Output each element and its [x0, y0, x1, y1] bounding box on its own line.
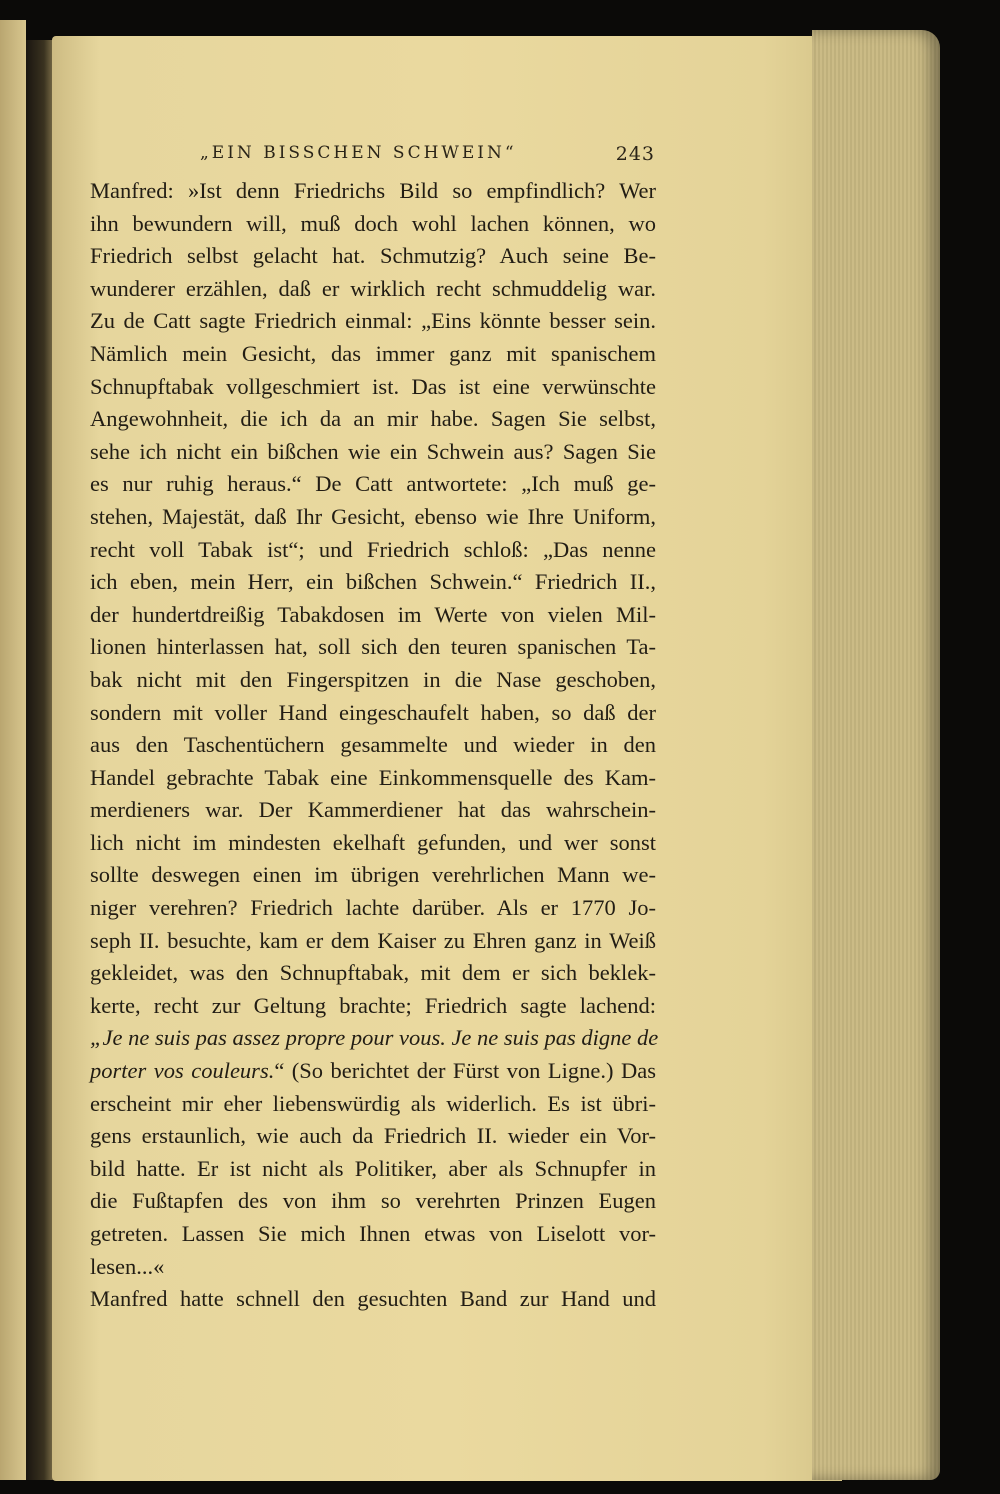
text-line: [90, 534, 656, 567]
text-segment: sollte deswegen einen im übrigen verehrlichen Mann we-: [90, 862, 656, 888]
italic-quote: porter vos couleurs.: [90, 1058, 275, 1084]
text-line: [90, 762, 656, 795]
text-segment: der hundertdreißig Tabakdosen im Werte von vielen Mil-: [90, 601, 656, 627]
text-line: [90, 892, 656, 925]
facing-page-edge: [0, 20, 26, 1480]
text-segment: bak nicht mit den Fingerspitzen in die Nase geschoben,: [90, 666, 656, 692]
text-line: [90, 1251, 656, 1284]
text-line: [90, 794, 656, 827]
text-line: [90, 1218, 656, 1251]
running-title: „EIN BISSCHEN SCHWEIN“: [200, 143, 517, 163]
text-line: [90, 697, 656, 730]
text-segment: seph II. besuchte, kam er dem Kaiser zu Ehren ganz in Weiß: [90, 927, 656, 953]
text-line: [90, 338, 656, 371]
text-segment: Zu de Catt sagte Friedrich einmal: „Eins könnte besser sein.: [90, 308, 656, 334]
text-segment: Manfred: »Ist denn Friedrichs Bild so empfindlich? Wer: [90, 178, 656, 203]
text-segment: Manfred hatte schnell den gesuchten Band zur Hand und: [90, 1286, 656, 1312]
page-edges: [812, 30, 940, 1480]
text-segment: gens erstaunlich, wie auch da Friedrich II. wieder ein Vor-: [90, 1123, 656, 1149]
text-line: [90, 468, 656, 501]
text-segment: lionen hinterlassen hat, soll sich den teuren spanischen Ta-: [90, 634, 656, 660]
page-number: 243: [615, 143, 655, 165]
text-line: [90, 175, 656, 208]
text-line: [90, 599, 656, 632]
text-segment: die Fußtapfen des von ihm so verehrten Prinzen Eugen: [90, 1188, 656, 1214]
text-line: [90, 208, 656, 241]
text-line: [90, 403, 656, 436]
text-segment: bild hatte. Er ist nicht als Politiker, aber als Schnupfer in: [90, 1155, 656, 1181]
text-line: [90, 729, 656, 762]
text-line: [90, 273, 656, 306]
text-line: [90, 1055, 656, 1088]
text-segment: ihn bewundern will, muß doch wohl lachen können, wo: [90, 210, 656, 236]
text-segment: kerte, recht zur Geltung brachte; Friedrich sagte lachend:: [90, 992, 656, 1018]
text-segment: gekleidet, was den Schnupftabak, mit dem er sich beklek-: [90, 960, 656, 986]
italic-quote: „Je ne suis pas assez propre pour vous. Je ne suis pas digne de: [90, 1025, 659, 1051]
text-segment: Nämlich mein Gesicht, das immer ganz mit spanischem: [90, 340, 656, 366]
text-segment: merdieners war. Der Kammerdiener hat das wahrschein-: [90, 797, 656, 823]
text-line: [90, 501, 656, 534]
text-line: [90, 1120, 656, 1153]
text-segment: ich eben, mein Herr, ein bißchen Schwein.“ Friedrich II.,: [90, 569, 656, 595]
text-line: [90, 1022, 659, 1055]
text-segment: niger verehren? Friedrich lachte darüber. Als er 1770 Jo-: [90, 895, 656, 921]
text-segment: recht voll Tabak ist“; und Friedrich schloß: „Das nenne: [90, 536, 656, 562]
text-line: [90, 1283, 656, 1316]
text-segment: Handel gebrachte Tabak eine Einkommensquelle des Kam-: [90, 764, 656, 790]
text-line: [90, 1153, 656, 1186]
text-segment: aus den Taschentüchern gesammelte und wieder in den: [90, 732, 656, 758]
text-line: [90, 240, 656, 273]
text-segment: Schnupftabak vollgeschmiert ist. Das ist eine verwünschte: [90, 373, 656, 399]
text-line: [90, 957, 656, 990]
text-line: [90, 305, 656, 338]
text-line: [90, 566, 656, 599]
text-line: [90, 1185, 656, 1218]
text-line: [90, 436, 656, 469]
text-segment: Friedrich selbst gelacht hat. Schmutzig? Auch seine Be-: [90, 243, 656, 269]
text-line: [90, 827, 656, 860]
text-line: [90, 859, 656, 892]
text-line: [90, 990, 656, 1023]
text-line: [90, 664, 656, 697]
text-segment: erscheint mir eher liebenswürdig als widerlich. Es ist übri-: [90, 1090, 656, 1116]
text-line: [90, 631, 656, 664]
body-text: [90, 175, 659, 1316]
text-line: [90, 925, 656, 958]
text-segment: sondern mit voller Hand eingeschaufelt haben, so daß der: [90, 699, 656, 725]
text-segment: getreten. Lassen Sie mich Ihnen etwas von Liselott vor-: [90, 1221, 656, 1246]
text-segment: “ (So berichtet der Fürst von Ligne.) Das: [274, 1058, 656, 1084]
running-header: [200, 143, 655, 163]
text-segment: lich nicht im mindesten ekelhaft gefunden, und wer sonst: [90, 829, 656, 855]
text-segment: wunderer erzählen, daß er wirklich recht schmuddelig war.: [90, 275, 656, 301]
text-segment: lesen...«: [90, 1253, 165, 1279]
text-line: [90, 1088, 656, 1121]
text-segment: stehen, Majestät, daß Ihr Gesicht, ebenso wie Ihre Uniform,: [90, 503, 656, 529]
text-segment: sehe ich nicht ein bißchen wie ein Schwein aus? Sagen Sie: [90, 438, 656, 464]
text-segment: es nur ruhig heraus.“ De Catt antwortete: „Ich muß ge-: [90, 471, 656, 497]
text-segment: Angewohnheit, die ich da an mir habe. Sagen Sie selbst,: [90, 406, 656, 432]
text-line: [90, 371, 656, 404]
